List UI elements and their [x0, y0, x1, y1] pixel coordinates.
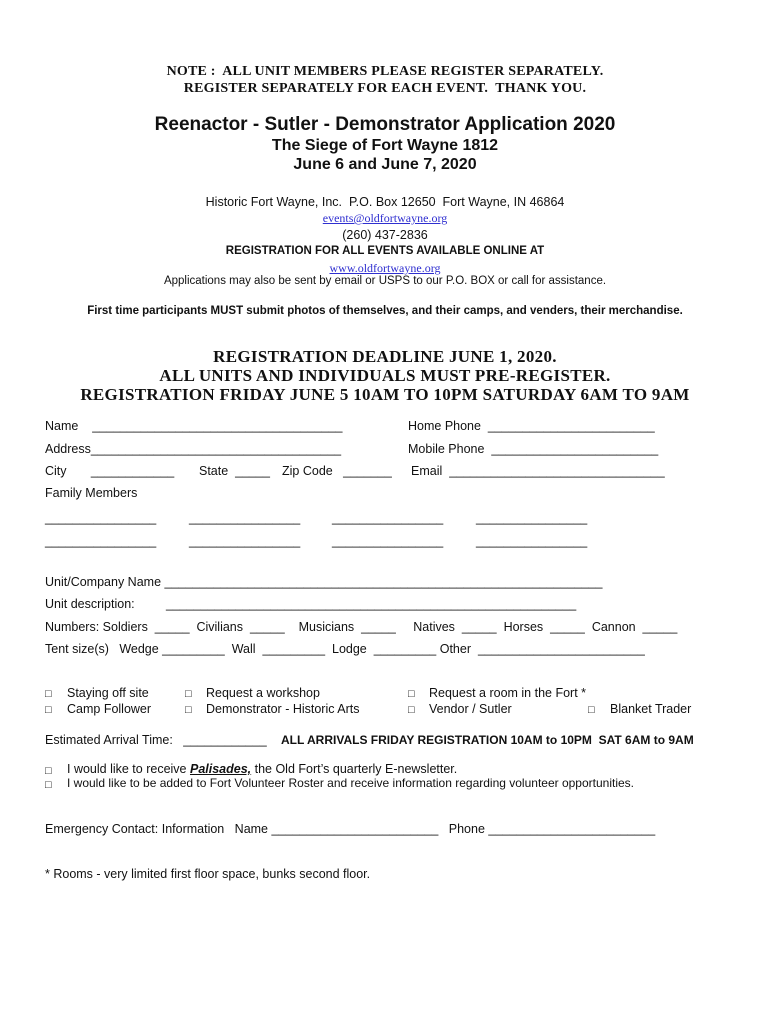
family-member-field[interactable]: ________________: [332, 534, 444, 548]
unit-description-field[interactable]: ___________________________________________________________: [166, 597, 577, 611]
family-member-field[interactable]: ________________: [476, 511, 588, 525]
arrival-time-field[interactable]: Estimated Arrival Time: ____________: [45, 733, 267, 747]
checkbox-blanket-trader[interactable]: □: [588, 704, 595, 716]
deadline-line-2: ALL UNITS AND INDIVIDUALS MUST PRE-REGISTER.: [159, 366, 611, 385]
mailing-address: Historic Fort Wayne, Inc. P.O. Box 12650 Fort Wayne, IN 46864: [205, 195, 565, 209]
note-line-2: REGISTER SEPARATELY FOR EACH EVENT. THANK YOU.: [183, 81, 587, 96]
family-members-label: Family Members: [45, 486, 138, 500]
blanket-trader-label: Blanket Trader: [610, 702, 692, 716]
family-member-field[interactable]: ________________: [45, 534, 157, 548]
note-line-1: NOTE : ALL UNIT MEMBERS PLEASE REGISTER SEPARATELY.: [166, 64, 604, 79]
event-title: The Siege of Fort Wayne 1812: [271, 137, 499, 154]
family-member-field[interactable]: ________________: [45, 511, 157, 525]
family-member-field[interactable]: ________________: [476, 534, 588, 548]
unit-description-label: Unit description:: [45, 597, 135, 611]
numbers-field[interactable]: Numbers: Soldiers _____ Civilians _____ Musicians _____ Natives _____ Horses _____ Cannon _____: [45, 620, 678, 634]
event-dates: June 6 and June 7, 2020: [293, 156, 477, 173]
checkbox-newsletter[interactable]: □: [45, 765, 52, 777]
request-workshop-label: Request a workshop: [206, 686, 320, 700]
mobile-phone-field[interactable]: Mobile Phone ________________________: [408, 442, 659, 456]
applications-note: Applications may also be sent by email or USPS to our P.O. BOX or call for assistance.: [163, 275, 607, 287]
checkbox-camp-follower[interactable]: □: [45, 704, 52, 716]
website-link[interactable]: www.oldfortwayne.org: [329, 261, 441, 275]
request-room-label: Request a room in the Fort *: [429, 686, 587, 700]
email-link[interactable]: events@oldfortwayne.org: [322, 211, 448, 225]
family-member-field[interactable]: ________________: [189, 534, 301, 548]
family-member-field[interactable]: ________________: [332, 511, 444, 525]
deadline-line-1: REGISTRATION DEADLINE JUNE 1, 2020.: [213, 347, 557, 366]
checkbox-demonstrator[interactable]: □: [185, 704, 192, 716]
name-field[interactable]: Name ____________________________________: [45, 419, 343, 433]
checkbox-staying-off-site[interactable]: □: [45, 688, 52, 700]
city-field[interactable]: City ____________: [45, 464, 175, 478]
arrival-notice: ALL ARRIVALS FRIDAY REGISTRATION 10AM to 10PM SAT 6AM to 9AM: [281, 733, 694, 747]
zip-code-field[interactable]: Zip Code _______: [282, 464, 392, 478]
page-title: Reenactor - Sutler - Demonstrator Application 2020: [154, 114, 616, 135]
online-registration-note: REGISTRATION FOR ALL EVENTS AVAILABLE ONLINE AT: [225, 245, 545, 257]
demonstrator-label: Demonstrator - Historic Arts: [206, 702, 360, 716]
vendor-sutler-label: Vendor / Sutler: [429, 702, 512, 716]
rooms-footnote: * Rooms - very limited first floor space, bunks second floor.: [45, 867, 371, 881]
palisades-title: Palisades,: [189, 762, 252, 776]
address-field[interactable]: Address____________________________________: [45, 442, 342, 456]
state-field[interactable]: State _____: [199, 464, 270, 478]
checkbox-volunteer-roster[interactable]: □: [45, 779, 52, 791]
family-member-field[interactable]: ________________: [189, 511, 301, 525]
camp-follower-label: Camp Follower: [67, 702, 152, 716]
checkbox-request-workshop[interactable]: □: [185, 688, 192, 700]
home-phone-field[interactable]: Home Phone ________________________: [408, 419, 655, 433]
unit-company-field[interactable]: Unit/Company Name _______________________________________________________________: [45, 575, 603, 589]
phone-number: (260) 437-2836: [342, 228, 428, 242]
deadline-line-3: REGISTRATION FRIDAY JUNE 5 10AM TO 10PM SATURDAY 6AM TO 9AM: [80, 385, 690, 404]
checkbox-vendor-sutler[interactable]: □: [408, 704, 415, 716]
staying-off-site-label: Staying off site: [67, 686, 149, 700]
emergency-contact-field[interactable]: Emergency Contact: Information Name ________________________ Phone ________________________: [45, 822, 656, 836]
checkbox-request-room[interactable]: □: [408, 688, 415, 700]
first-time-note: First time participants MUST submit photos of themselves, and their camps, and venders, their merchandise.: [87, 305, 683, 317]
volunteer-roster-label: I would like to be added to Fort Volunteer Roster and receive information regarding volunteer opportunities.: [67, 776, 634, 790]
newsletter-label: I would like to receive Palisades, the Old Fort’s quarterly E-newsletter.: [67, 762, 458, 776]
tent-size-field[interactable]: Tent size(s) Wedge _________ Wall _________ Lodge _________ Other ________________________: [45, 642, 645, 656]
email-field[interactable]: Email _______________________________: [411, 464, 665, 478]
